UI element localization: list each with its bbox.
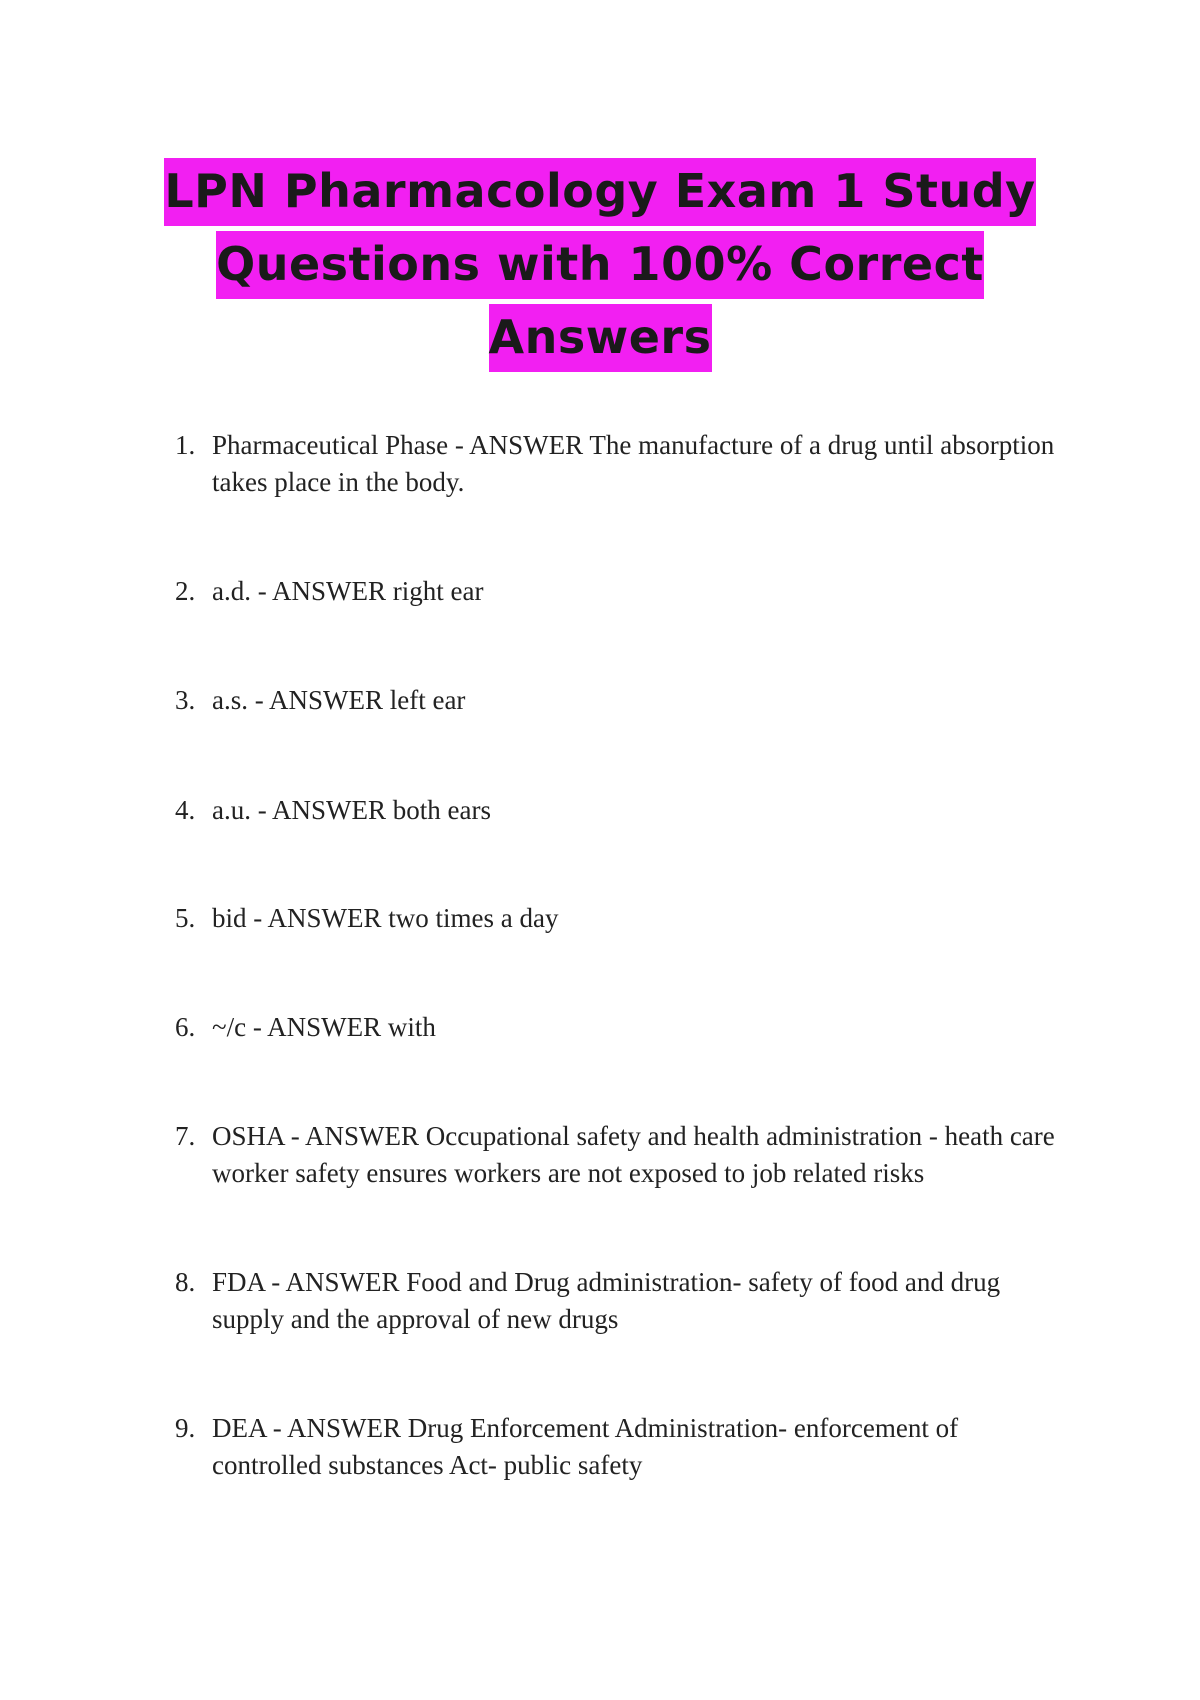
item-number: 8. bbox=[175, 1267, 196, 1297]
item-number: 7. bbox=[175, 1121, 196, 1151]
list-item bbox=[175, 1264, 1055, 1338]
list-item bbox=[175, 792, 1055, 829]
item-text: a.d. - ANSWER right ear bbox=[212, 576, 484, 606]
item-number: 9. bbox=[175, 1413, 196, 1443]
document-title bbox=[160, 155, 1040, 374]
item-text: ~/c - ANSWER with bbox=[212, 1012, 436, 1042]
list-item bbox=[175, 427, 1055, 501]
title-highlight: LPN Pharmacology Exam 1 Study Questions with 100% Correct Answers bbox=[164, 158, 1035, 372]
item-text: FDA - ANSWER Food and Drug administration- safety of food and drug supply and the approval of new drugs bbox=[212, 1267, 1001, 1334]
item-text: a.s. - ANSWER left ear bbox=[212, 685, 466, 715]
item-number: 6. bbox=[175, 1012, 196, 1042]
item-number: 1. bbox=[175, 430, 196, 460]
item-number: 3. bbox=[175, 685, 196, 715]
item-number: 2. bbox=[175, 576, 196, 606]
item-text: OSHA - ANSWER Occupational safety and health administration - heath care worker safety ensures workers are not exposed to job related risks bbox=[212, 1121, 1055, 1188]
item-number: 5. bbox=[175, 903, 196, 933]
item-text: DEA - ANSWER Drug Enforcement Administration- enforcement of controlled substances Act- public safety bbox=[212, 1413, 959, 1480]
item-text: a.u. - ANSWER both ears bbox=[212, 795, 491, 825]
item-number: 4. bbox=[175, 795, 196, 825]
list-item bbox=[175, 1410, 1055, 1484]
item-text: Pharmaceutical Phase - ANSWER The manufacture of a drug until absorption takes place in the body. bbox=[212, 430, 1055, 497]
title-block bbox=[160, 155, 1040, 374]
list-item bbox=[175, 1118, 1055, 1192]
item-text: bid - ANSWER two times a day bbox=[212, 903, 559, 933]
list-item bbox=[175, 682, 1055, 719]
list-item bbox=[175, 1009, 1055, 1046]
list-item bbox=[175, 900, 1055, 937]
list-item bbox=[175, 573, 1055, 610]
